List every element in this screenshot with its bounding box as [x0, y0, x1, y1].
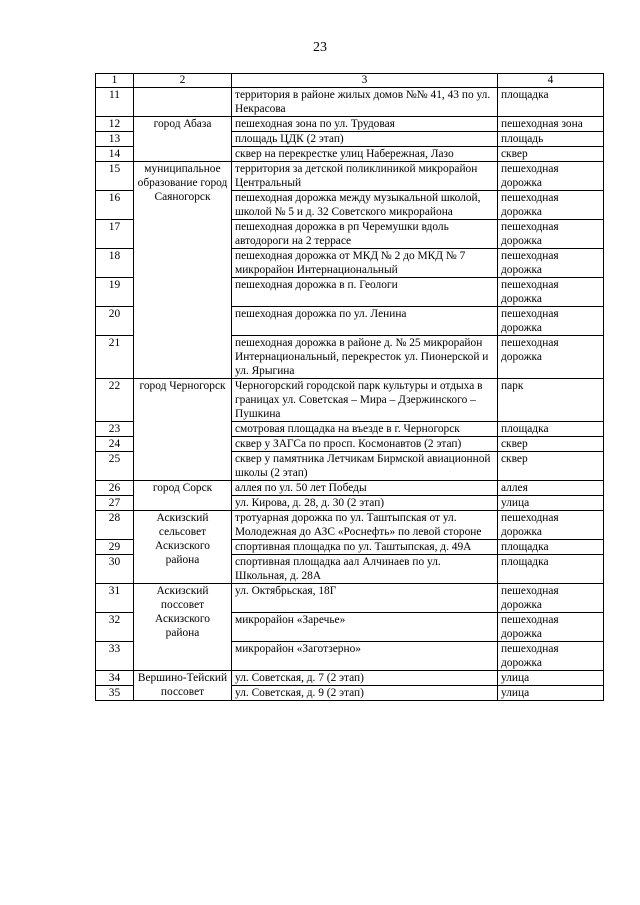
row-number: 34 — [96, 671, 134, 686]
object-type: пешеходная дорожка — [498, 249, 604, 278]
object-description: сквер у ЗАГСа по просп. Космонавтов (2 этап) — [232, 437, 498, 452]
row-number: 32 — [96, 613, 134, 642]
municipality-cell: Вершино-Тейский поссовет — [134, 671, 232, 701]
row-number: 30 — [96, 555, 134, 584]
table-row — [96, 117, 604, 132]
row-number: 21 — [96, 336, 134, 379]
object-type: пешеходная дорожка — [498, 307, 604, 336]
object-type: улица — [498, 686, 604, 701]
row-number: 15 — [96, 162, 134, 191]
object-description: площадь ЦДК (2 этап) — [232, 132, 498, 147]
object-type: площадка — [498, 555, 604, 584]
object-type: улица — [498, 496, 604, 511]
object-description: аллея по ул. 50 лет Победы — [232, 481, 498, 496]
row-number: 22 — [96, 379, 134, 422]
column-header: 1 — [96, 74, 134, 88]
object-description: пешеходная дорожка в п. Геологи — [232, 278, 498, 307]
table-row — [96, 584, 604, 613]
row-number: 13 — [96, 132, 134, 147]
object-description: сквер у памятника Летчикам Бирмской авиационной школы (2 этап) — [232, 452, 498, 481]
municipality-cell: Аскизский поссовет Аскизского района — [134, 584, 232, 671]
object-description: сквер на перекрестке улиц Набережная, Лазо — [232, 147, 498, 162]
row-number: 20 — [96, 307, 134, 336]
row-number: 18 — [96, 249, 134, 278]
object-type: аллея — [498, 481, 604, 496]
row-number: 28 — [96, 511, 134, 540]
object-description: ул. Кирова, д. 28, д. 30 (2 этап) — [232, 496, 498, 511]
object-description: пешеходная дорожка по ул. Ленина — [232, 307, 498, 336]
object-type: пешеходная дорожка — [498, 220, 604, 249]
object-description: спортивная площадка аал Алчинаев по ул. Школьная, д. 28А — [232, 555, 498, 584]
object-description: пешеходная зона по ул. Трудовая — [232, 117, 498, 132]
objects-table — [95, 73, 604, 701]
object-description: пешеходная дорожка в рп Черемушки вдоль автодороги на 2 террасе — [232, 220, 498, 249]
object-description: территория в районе жилых домов №№ 41, 43 по ул. Некрасова — [232, 88, 498, 117]
row-number: 14 — [96, 147, 134, 162]
row-number: 27 — [96, 496, 134, 511]
object-type: площадка — [498, 422, 604, 437]
municipality-cell: город Черногорск — [134, 379, 232, 481]
row-number: 23 — [96, 422, 134, 437]
table-header-row — [96, 74, 604, 88]
object-type: пешеходная дорожка — [498, 278, 604, 307]
object-type: пешеходная дорожка — [498, 191, 604, 220]
object-description: тротуарная дорожка по ул. Таштыпская от ул. Молодежная до АЗС «Роснефть» по левой стороне — [232, 511, 498, 540]
object-type: площадка — [498, 88, 604, 117]
row-number: 16 — [96, 191, 134, 220]
object-description: ул. Советская, д. 7 (2 этап) — [232, 671, 498, 686]
table-row — [96, 671, 604, 686]
object-type: пешеходная дорожка — [498, 613, 604, 642]
row-number: 17 — [96, 220, 134, 249]
object-type: площадь — [498, 132, 604, 147]
municipality-cell: муниципальное образование город Саяногорск — [134, 162, 232, 379]
object-description: спортивная площадка по ул. Таштыпская, д. 49А — [232, 540, 498, 555]
column-header: 3 — [232, 74, 498, 88]
object-description: территория за детской поликлиникой микрорайон Центральный — [232, 162, 498, 191]
municipality-cell: город Сорск — [134, 481, 232, 511]
row-number: 29 — [96, 540, 134, 555]
object-type: пешеходная дорожка — [498, 511, 604, 540]
object-type: пешеходная дорожка — [498, 584, 604, 613]
table-row — [96, 481, 604, 496]
row-number: 25 — [96, 452, 134, 481]
row-number: 31 — [96, 584, 134, 613]
object-type: пешеходная дорожка — [498, 642, 604, 671]
row-number: 19 — [96, 278, 134, 307]
row-number: 33 — [96, 642, 134, 671]
object-description: ул. Советская, д. 9 (2 этап) — [232, 686, 498, 701]
column-header: 4 — [498, 74, 604, 88]
table-row — [96, 162, 604, 191]
object-type: сквер — [498, 437, 604, 452]
municipality-cell: Аскизский сельсовет Аскизского района — [134, 511, 232, 584]
page-number: 23 — [313, 40, 327, 55]
object-type: пешеходная дорожка — [498, 162, 604, 191]
object-description: смотровая площадка на въезде в г. Черногорск — [232, 422, 498, 437]
row-number: 35 — [96, 686, 134, 701]
municipality-cell: город Абаза — [134, 117, 232, 162]
object-description: пешеходная дорожка от МКД № 2 до МКД № 7 микрорайон Интернациональный — [232, 249, 498, 278]
object-type: сквер — [498, 452, 604, 481]
object-description: микрорайон «Заречье» — [232, 613, 498, 642]
object-type: пешеходная дорожка — [498, 336, 604, 379]
row-number: 24 — [96, 437, 134, 452]
object-type: улица — [498, 671, 604, 686]
row-number: 11 — [96, 88, 134, 117]
table-row — [96, 379, 604, 422]
row-number: 12 — [96, 117, 134, 132]
table-row — [96, 88, 604, 117]
object-description: микрорайон «Заготзерно» — [232, 642, 498, 671]
municipality-cell — [134, 88, 232, 117]
object-description: пешеходная дорожка в районе д. № 25 микрорайон Интернациональный, перекресток ул. Пионерской и ул. Ярыгина — [232, 336, 498, 379]
table-row — [96, 511, 604, 540]
object-type: парк — [498, 379, 604, 422]
object-type: пешеходная зона — [498, 117, 604, 132]
object-description: пешеходная дорожка между музыкальной школой, школой № 5 и д. 32 Советского микрорайона — [232, 191, 498, 220]
object-description: Черногорский городской парк культуры и отдыха в границах ул. Советская – Мира – Дзержинского – Пушкина — [232, 379, 498, 422]
object-type: площадка — [498, 540, 604, 555]
object-description: ул. Октябрьская, 18Г — [232, 584, 498, 613]
object-type: сквер — [498, 147, 604, 162]
row-number: 26 — [96, 481, 134, 496]
column-header: 2 — [134, 74, 232, 88]
